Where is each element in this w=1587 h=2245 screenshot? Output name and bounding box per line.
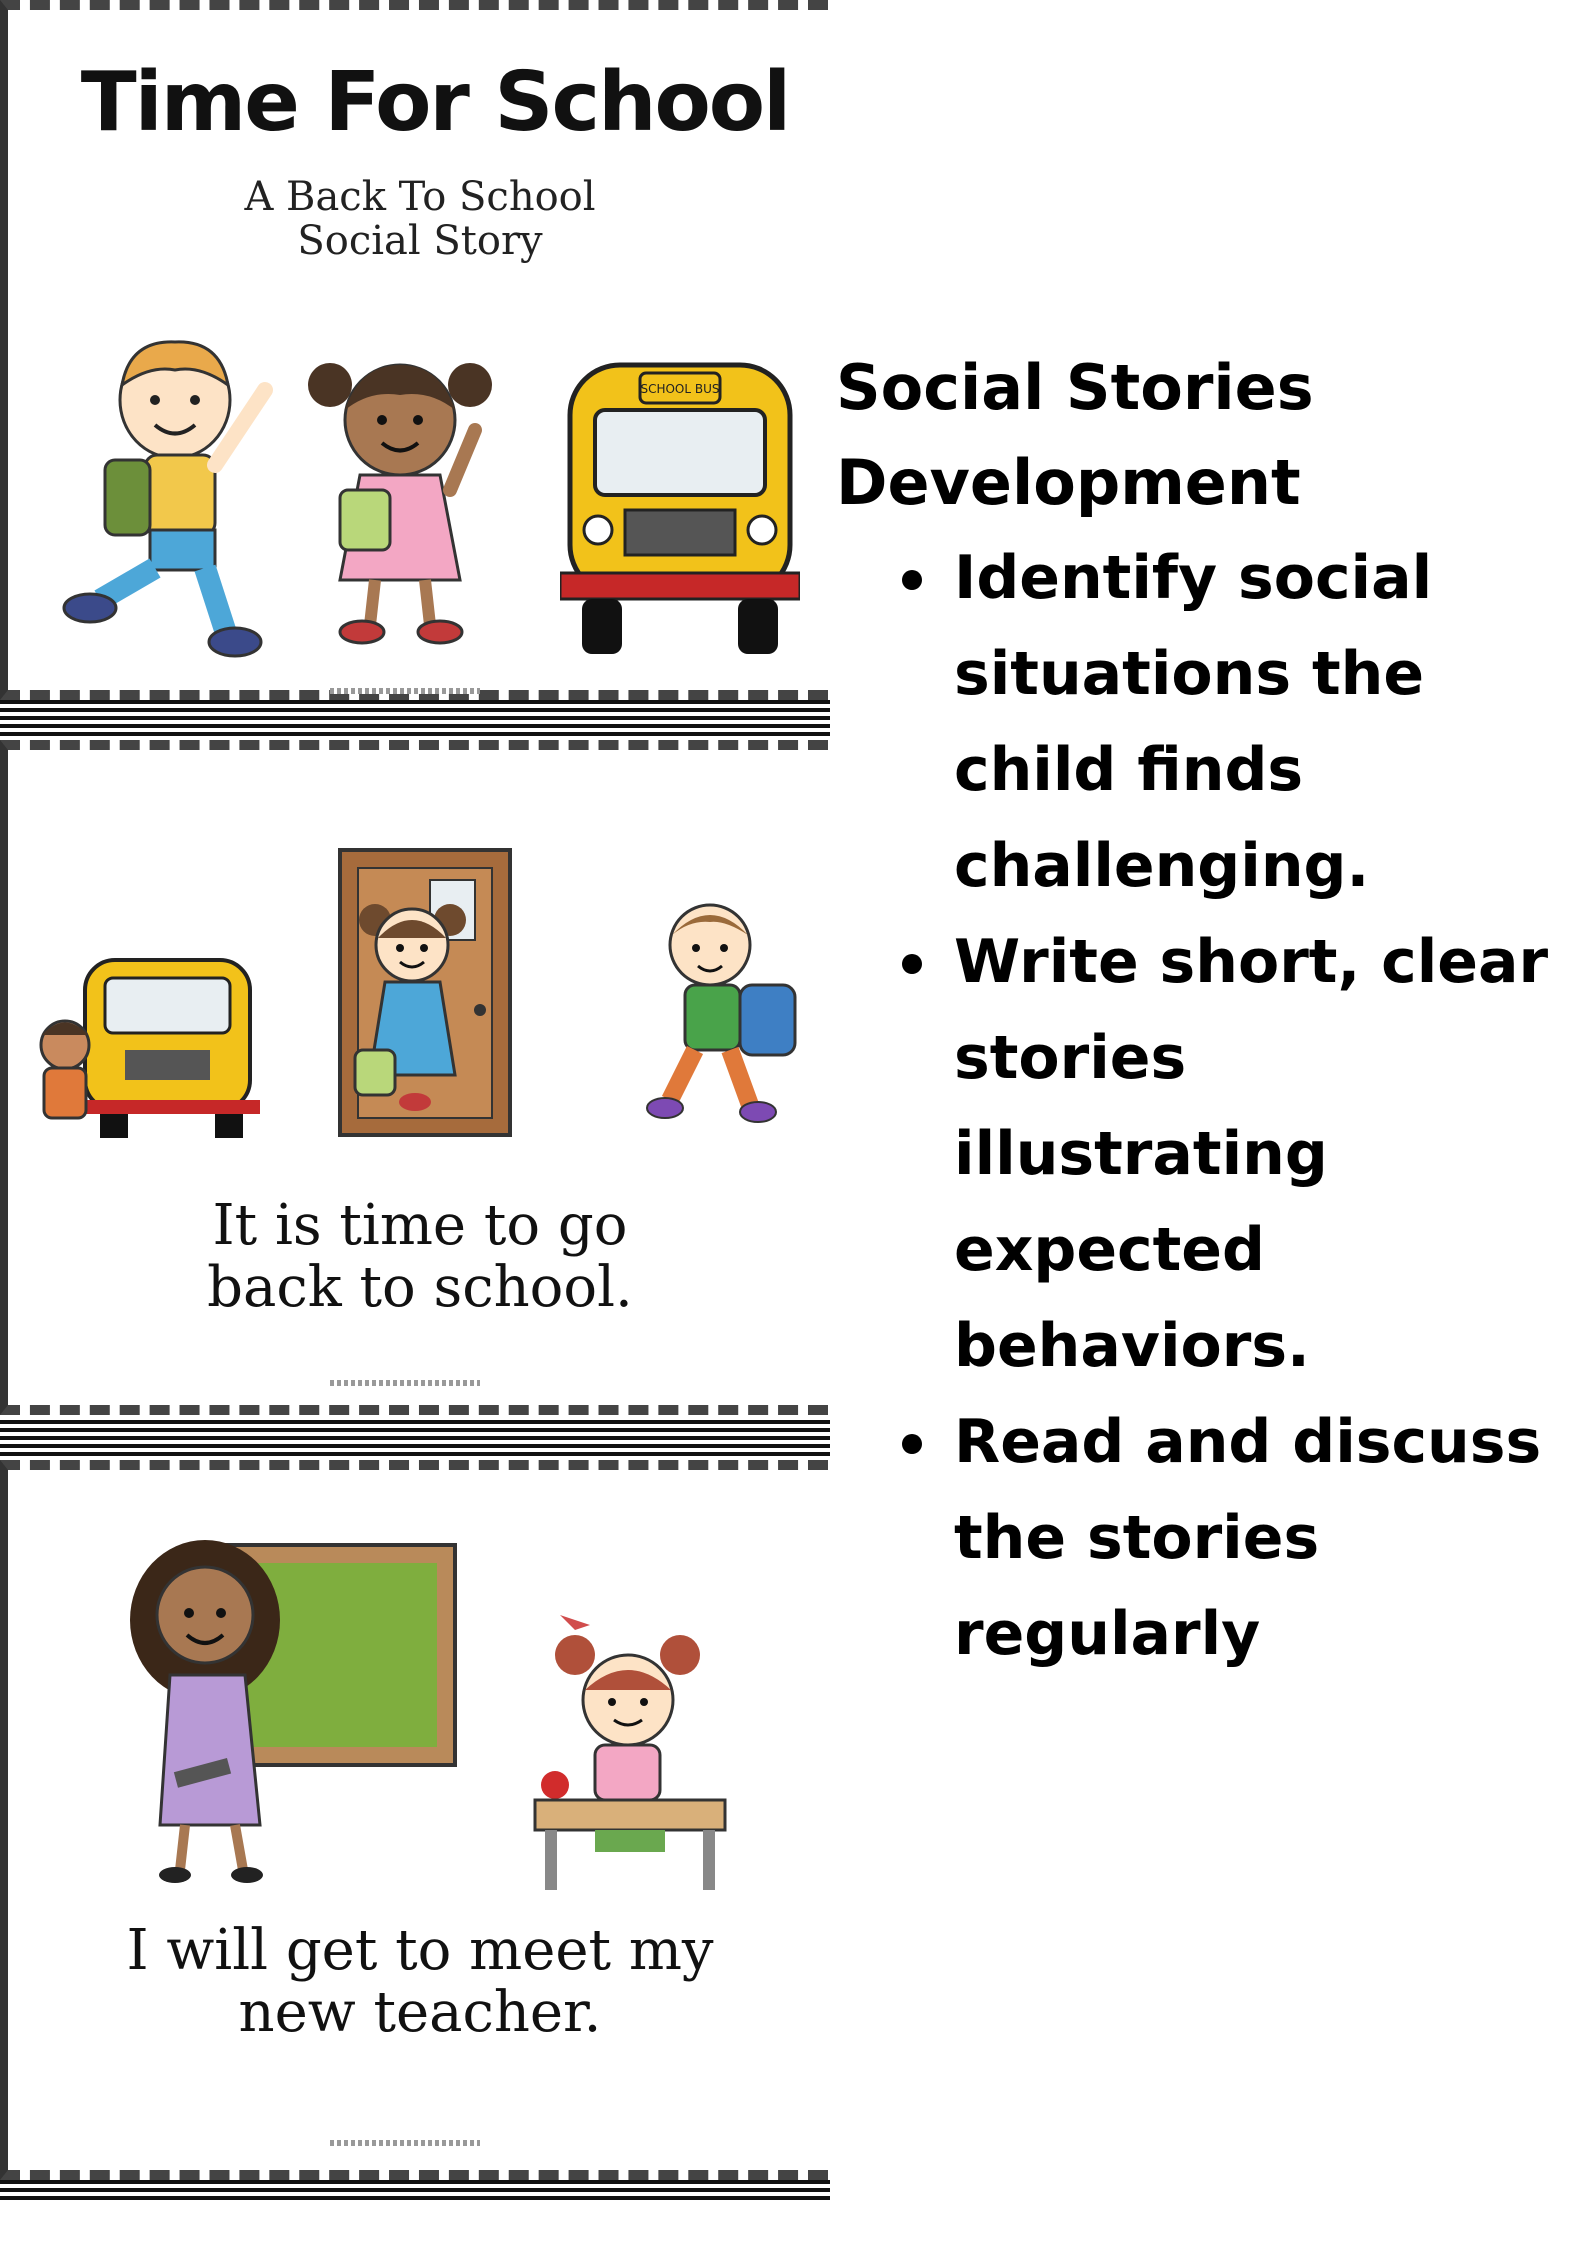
card-footer-mark	[330, 2140, 480, 2146]
card-footer-mark	[330, 1380, 480, 1386]
cover-subtitle-line-2: Social Story	[297, 218, 543, 264]
cover-subtitle-line-1: A Back To School	[244, 174, 596, 220]
school-bus-with-child-illustration	[30, 950, 260, 1140]
school-bus-front-illustration	[560, 355, 800, 665]
list-item-text: Read and discuss the stories regularly	[954, 1407, 1542, 1669]
girl-at-desk-illustration	[520, 1610, 740, 1900]
girl-waving-illustration	[300, 340, 500, 660]
card-3-caption	[40, 1920, 800, 2044]
girl-at-door-illustration	[330, 840, 520, 1140]
story-card-cover	[0, 0, 828, 700]
strip-separator	[0, 1420, 830, 1460]
story-card-back-to-school	[0, 740, 828, 1415]
list-item-text: Write short, clear stories illustrating expected behaviors.	[954, 927, 1549, 1381]
card-footer-mark	[330, 688, 480, 694]
panel-heading-line-1: Social Stories	[836, 351, 1314, 424]
boy-with-backpack-illustration	[640, 890, 810, 1140]
card-2-caption	[40, 1195, 800, 1319]
list-item	[836, 530, 1576, 914]
card-2-caption-line-2: back to school.	[207, 1255, 633, 1320]
list-item-text: Identify social situations the child finds challenging.	[954, 543, 1433, 901]
panel-heading-line-2: Development	[836, 446, 1301, 519]
bullet-icon	[902, 1434, 922, 1454]
bullet-icon	[902, 954, 922, 974]
teacher-at-chalkboard-illustration	[125, 1535, 465, 1895]
bullet-icon	[902, 570, 922, 590]
strip-separator	[0, 700, 830, 740]
strip-separator	[0, 2180, 830, 2202]
cover-subtitle	[180, 175, 660, 263]
story-card-new-teacher	[0, 1460, 828, 2180]
cover-title: Time For School	[80, 55, 790, 150]
list-item	[836, 914, 1576, 1394]
card-2-caption-line-1: It is time to go	[212, 1193, 628, 1258]
steps-list	[836, 530, 1576, 1682]
card-3-caption-line-1: I will get to meet my	[126, 1918, 714, 1983]
bus-sign-text: SCHOOL BUS	[640, 382, 720, 396]
card-3-caption-line-2: new teacher.	[238, 1980, 602, 2045]
boy-waving-illustration	[60, 330, 290, 670]
panel-heading	[836, 340, 1576, 530]
list-item	[836, 1394, 1576, 1682]
info-panel	[836, 340, 1576, 1682]
